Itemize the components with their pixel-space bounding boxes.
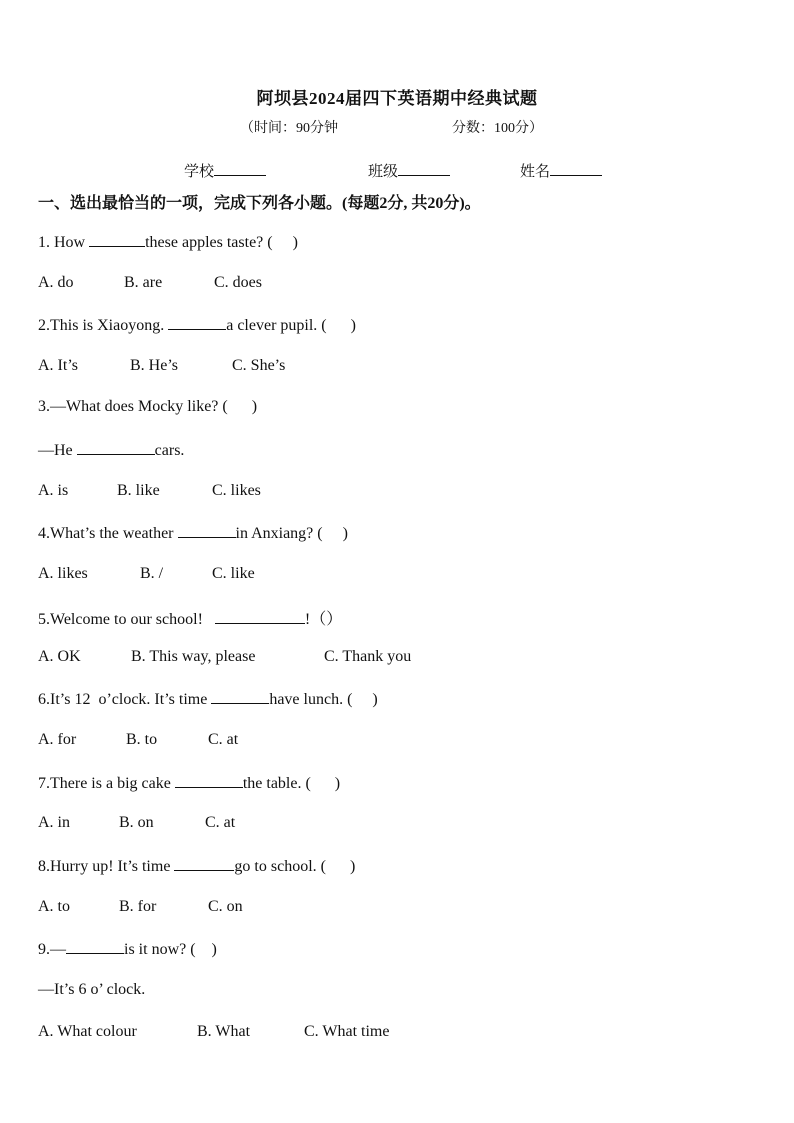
school-blank[interactable] xyxy=(214,163,266,176)
class-label: 班级 xyxy=(368,164,399,180)
q5-stem-after: !（） xyxy=(304,611,343,628)
question-1-stem xyxy=(38,232,298,252)
question-2-stem xyxy=(38,315,356,335)
q7-stem-after: the table. ( ) xyxy=(242,775,341,792)
q6-stem-before: 6.It’s 12 o’clock. It’s time xyxy=(38,691,212,708)
q6-answer-blank[interactable] xyxy=(211,689,269,704)
q7-option-c[interactable]: C. at xyxy=(205,814,236,831)
q8-option-c[interactable]: C. on xyxy=(208,898,243,915)
q1-option-c[interactable]: C. does xyxy=(214,274,262,291)
q9-option-b[interactable]: B. What xyxy=(197,1023,251,1040)
q1-option-b[interactable]: B. are xyxy=(124,274,163,291)
q6-stem-after: have lunch. ( ) xyxy=(269,691,378,708)
q1-stem-before: 1. How xyxy=(38,234,90,251)
q8-answer-blank[interactable] xyxy=(174,856,234,871)
question-5-options xyxy=(38,648,411,666)
question-3-options xyxy=(38,482,261,500)
q3-option-a[interactable]: A. is xyxy=(38,482,69,499)
q4-stem-after: in Anxiang? ( ) xyxy=(235,525,348,542)
exam-time: （时间：90分钟 xyxy=(240,121,338,136)
question-2-options xyxy=(38,357,285,375)
question-6-options xyxy=(38,731,238,749)
q8-stem-after: go to school. ( ) xyxy=(234,858,356,875)
q7-answer-blank[interactable] xyxy=(175,773,243,788)
q1-option-a[interactable]: A. do xyxy=(38,274,74,291)
q9-answer-blank[interactable] xyxy=(66,939,124,954)
exam-score: 分数：100分） xyxy=(452,121,543,136)
school-field xyxy=(184,160,266,181)
q4-option-a[interactable]: A. likes xyxy=(38,565,88,582)
q4-option-c[interactable]: C. like xyxy=(212,565,255,582)
q5-answer-blank[interactable] xyxy=(215,609,305,624)
q4-answer-blank[interactable] xyxy=(178,523,236,538)
q8-stem-before: 8.Hurry up! It’s time xyxy=(38,858,175,875)
q9-option-c[interactable]: C. What time xyxy=(304,1023,390,1040)
q7-stem-before: 7.There is a big cake xyxy=(38,775,175,792)
q3-option-c[interactable]: C. likes xyxy=(212,482,261,499)
q2-option-c[interactable]: C. She’s xyxy=(232,357,286,374)
q2-stem-after: a clever pupil. ( ) xyxy=(226,317,356,334)
q3-answer-blank[interactable] xyxy=(77,440,155,455)
school-label: 学校 xyxy=(184,164,215,180)
q1-stem-after: these apples taste? ( ) xyxy=(145,234,298,251)
class-blank[interactable] xyxy=(398,163,450,176)
q2-option-a[interactable]: A. It’s xyxy=(38,357,78,374)
question-7-options xyxy=(38,814,235,832)
question-3-response xyxy=(38,440,184,460)
question-4-stem xyxy=(38,523,348,543)
question-4-options xyxy=(38,565,255,583)
name-blank[interactable] xyxy=(550,163,602,176)
class-field xyxy=(368,160,450,181)
q6-option-c[interactable]: C. at xyxy=(208,731,239,748)
q5-option-a[interactable]: A. OK xyxy=(38,648,81,665)
question-8-options xyxy=(38,898,243,916)
q4-option-b[interactable]: B. / xyxy=(140,565,164,582)
question-7-stem xyxy=(38,773,340,793)
q9-stem-after: is it now? ( ) xyxy=(124,941,217,958)
q2-stem-before: 2.This is Xiaoyong. xyxy=(38,317,169,334)
q1-answer-blank[interactable] xyxy=(89,232,145,247)
exam-title: 阿坝县2024届四下英语期中经典试题 xyxy=(256,89,538,108)
q4-stem-before: 4.What’s the weather xyxy=(38,525,178,542)
q6-option-a[interactable]: A. for xyxy=(38,731,77,748)
question-5-stem xyxy=(38,606,342,629)
q3-option-b[interactable]: B. like xyxy=(117,482,160,499)
question-9-stem xyxy=(38,939,217,959)
section-heading: 一、选出最恰当的一项，完成下列各小题。(每题2分, 共20分)。 xyxy=(38,195,481,212)
name-field xyxy=(520,160,602,181)
question-1-options xyxy=(38,274,262,292)
question-6-stem xyxy=(38,689,378,709)
q5-stem-before: 5.Welcome to our school! xyxy=(38,611,215,628)
q8-option-a[interactable]: A. to xyxy=(38,898,70,915)
q6-option-b[interactable]: B. to xyxy=(126,731,158,748)
q8-option-b[interactable]: B. for xyxy=(119,898,157,915)
q9-option-a[interactable]: A. What colour xyxy=(38,1023,137,1040)
question-3-stem: 3.—What does Mocky like? ( ) xyxy=(38,398,258,415)
name-label: 姓名 xyxy=(520,164,551,180)
q2-option-b[interactable]: B. He’s xyxy=(130,357,178,374)
question-9-options xyxy=(38,1023,389,1041)
q3-line2-before: —He xyxy=(38,442,77,459)
question-9-response: —It’s 6 o’ clock. xyxy=(38,981,146,998)
q7-option-a[interactable]: A. in xyxy=(38,814,70,831)
question-8-stem xyxy=(38,856,355,876)
q5-option-b[interactable]: B. This way, please xyxy=(131,648,256,665)
q7-option-b[interactable]: B. on xyxy=(119,814,154,831)
q5-option-c[interactable]: C. Thank you xyxy=(324,648,412,665)
q3-line2-after: cars. xyxy=(154,442,185,459)
q9-stem-before: 9.— xyxy=(38,941,66,958)
q2-answer-blank[interactable] xyxy=(168,315,226,330)
